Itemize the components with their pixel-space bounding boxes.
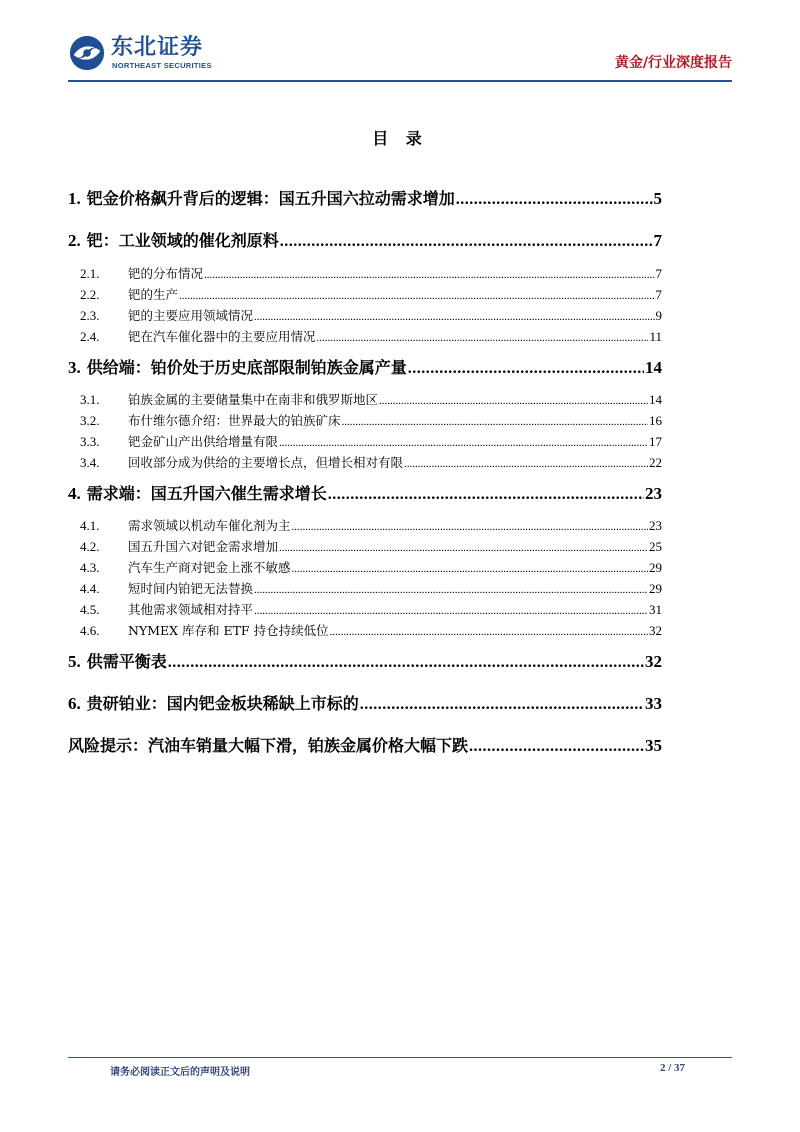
toc-entry-page: 9 <box>655 308 662 323</box>
toc-entry-text: 钯的生产 <box>128 287 179 302</box>
toc-entry-number: 4.3. <box>80 560 100 575</box>
header-divider <box>68 80 732 82</box>
toc-title: 目 录 <box>372 129 428 148</box>
toc-entry-text: 钯的主要应用领域情况 <box>128 308 254 323</box>
toc-entry[interactable] <box>68 649 662 672</box>
toc-entry-number: 6. <box>68 694 81 713</box>
toc-entry-number: 2.4. <box>80 329 100 344</box>
toc-entry-text: 钯金价格飙升背后的逻辑：国五升国六拉动需求增加 <box>86 189 455 208</box>
toc-entry[interactable] <box>68 264 662 282</box>
toc-entry-number: 2.2. <box>80 287 100 302</box>
toc-leader-dots <box>292 521 648 533</box>
toc-entry-page: 29 <box>649 581 662 596</box>
toc-leader-dots <box>179 290 654 302</box>
toc-entry-number: 4.2. <box>80 539 100 554</box>
toc-entry-text: 其他需求领域相对持平 <box>128 602 254 617</box>
toc-entry-number: 3.4. <box>80 455 100 470</box>
toc-leader-dots <box>469 738 644 756</box>
toc-entry[interactable] <box>68 600 662 618</box>
toc-entry-text: 回收部分成为供给的主要增长点，但增长相对有限 <box>128 455 404 470</box>
toc-leader-dots <box>317 332 649 344</box>
toc-entry[interactable] <box>68 355 662 378</box>
toc-entry[interactable] <box>68 228 662 251</box>
toc-entry[interactable] <box>68 453 662 471</box>
toc-entry[interactable] <box>68 306 662 324</box>
toc-leader-dots <box>360 696 644 714</box>
toc-entry-page: 33 <box>645 694 662 713</box>
toc-entry[interactable] <box>68 579 662 597</box>
toc-leader-dots <box>456 191 653 209</box>
toc-leader-dots <box>168 654 644 672</box>
toc-leader-dots <box>330 626 648 638</box>
toc-leader-dots <box>254 605 648 617</box>
toc-leader-dots <box>408 360 644 378</box>
toc-entry-page: 7 <box>653 231 662 250</box>
toc-entry-page: 17 <box>649 434 662 449</box>
report-type: 黄金/行业深度报告 <box>614 55 732 71</box>
footer-disclaimer: 请务必阅读正文后的声明及说明 <box>110 1067 250 1078</box>
toc-entry-page: 31 <box>649 602 662 617</box>
toc-entry[interactable] <box>68 411 662 429</box>
toc-entry-number: 3. <box>68 358 81 377</box>
toc-leader-dots <box>404 458 648 470</box>
toc-entry[interactable] <box>68 691 662 714</box>
toc-entry-text: 供需平衡表 <box>86 652 167 671</box>
toc-entry[interactable] <box>68 558 662 576</box>
page-number: 2 / 37 <box>660 1062 686 1074</box>
company-logo <box>68 34 278 74</box>
toc-entry[interactable] <box>68 285 662 303</box>
footer-divider <box>68 1057 732 1058</box>
toc-entry-text: 风险提示：汽油车销量大幅下滑，铂族金属价格大幅下跌 <box>68 736 469 755</box>
toc-entry-number: 3.2. <box>80 413 100 428</box>
toc-entry[interactable] <box>68 186 662 209</box>
toc-entry[interactable] <box>68 516 662 534</box>
toc-leader-dots <box>279 542 648 554</box>
toc-entry-number: 4.1. <box>80 518 100 533</box>
toc-entry[interactable] <box>68 621 662 639</box>
toc-entry-number: 1. <box>68 189 81 208</box>
toc-entry-text: 贵研铂业：国内钯金板块稀缺上市标的 <box>86 694 359 713</box>
toc-entry-page: 32 <box>649 623 662 638</box>
toc-entry[interactable] <box>68 537 662 555</box>
toc-entry-page: 22 <box>649 455 662 470</box>
toc-entry[interactable] <box>68 733 662 756</box>
toc-entry-number: 5. <box>68 652 81 671</box>
toc-entry-page: 23 <box>649 518 662 533</box>
toc-entry-number: 4. <box>68 484 81 503</box>
toc-leader-dots <box>204 269 654 281</box>
toc-entry-page: 7 <box>655 287 662 302</box>
toc-entry-page: 32 <box>645 652 662 671</box>
toc-entry-page: 25 <box>649 539 662 554</box>
toc-entry-number: 2.3. <box>80 308 100 323</box>
toc-entry-number: 3.3. <box>80 434 100 449</box>
toc-leader-dots <box>254 311 654 323</box>
toc-entry-text: 国五升国六对钯金需求增加 <box>128 539 279 554</box>
toc-leader-dots <box>280 233 653 251</box>
toc-entry-page: 11 <box>649 329 662 344</box>
toc-leader-dots <box>379 395 648 407</box>
page-header <box>68 32 732 76</box>
logo-chinese-name: 东北证券 <box>111 35 204 60</box>
toc-entry-number: 4.4. <box>80 581 100 596</box>
toc-entry-text: 钯金矿山产出供给增量有限 <box>128 434 279 449</box>
toc-entry[interactable] <box>68 432 662 450</box>
northeast-securities-logo-icon <box>68 34 106 72</box>
toc-entry-page: 7 <box>655 266 662 281</box>
toc-entry-page: 5 <box>653 189 662 208</box>
toc-entry-number: 4.5. <box>80 602 100 617</box>
toc-entry-page: 23 <box>645 484 662 503</box>
toc-entry-text: 钯：工业领域的催化剂原料 <box>86 231 279 250</box>
toc-leader-dots <box>279 437 648 449</box>
toc-leader-dots <box>254 584 648 596</box>
logo-english-name: NORTHEAST SECURITIES <box>112 61 212 70</box>
toc-entry-page: 14 <box>645 358 662 377</box>
toc-entry-number: 3.1. <box>80 392 100 407</box>
toc-entry-text: 需求端：国五升国六催生需求增长 <box>86 484 327 503</box>
toc-entry-page: 29 <box>649 560 662 575</box>
toc-entry-number: 4.6. <box>80 623 100 638</box>
toc-entry-text: 供给端：铂价处于历史底部限制铂族金属产量 <box>86 358 407 377</box>
toc-entry[interactable] <box>68 481 662 504</box>
toc-entry-page: 35 <box>645 736 662 755</box>
toc-entry-text: 钯的分布情况 <box>128 266 204 281</box>
toc-entry[interactable] <box>68 390 662 408</box>
toc-entry-text: 铂族金属的主要储量集中在南非和俄罗斯地区 <box>128 392 379 407</box>
toc-entry-text: 需求领域以机动车催化剂为主 <box>128 518 291 533</box>
toc-entry-text: 汽车生产商对钯金上涨不敏感 <box>128 560 291 575</box>
toc-entry-page: 14 <box>649 392 662 407</box>
toc-entry-page: 16 <box>649 413 662 428</box>
toc-entry-text: 钯在汽车催化器中的主要应用情况 <box>128 329 316 344</box>
toc-entry-text: 布什维尔德介绍：世界最大的铂族矿床 <box>128 413 341 428</box>
toc-leader-dots <box>292 563 648 575</box>
toc-leader-dots <box>328 486 644 504</box>
toc-entry-text: 短时间内铂钯无法替换 <box>128 581 254 596</box>
toc-entry-text: NYMEX 库存和 ETF 持仓持续低位 <box>128 623 329 638</box>
toc-entry[interactable] <box>68 327 662 345</box>
toc-leader-dots <box>342 416 648 428</box>
toc-entry-number: 2.1. <box>80 266 100 281</box>
toc-entry-number: 2. <box>68 231 81 250</box>
